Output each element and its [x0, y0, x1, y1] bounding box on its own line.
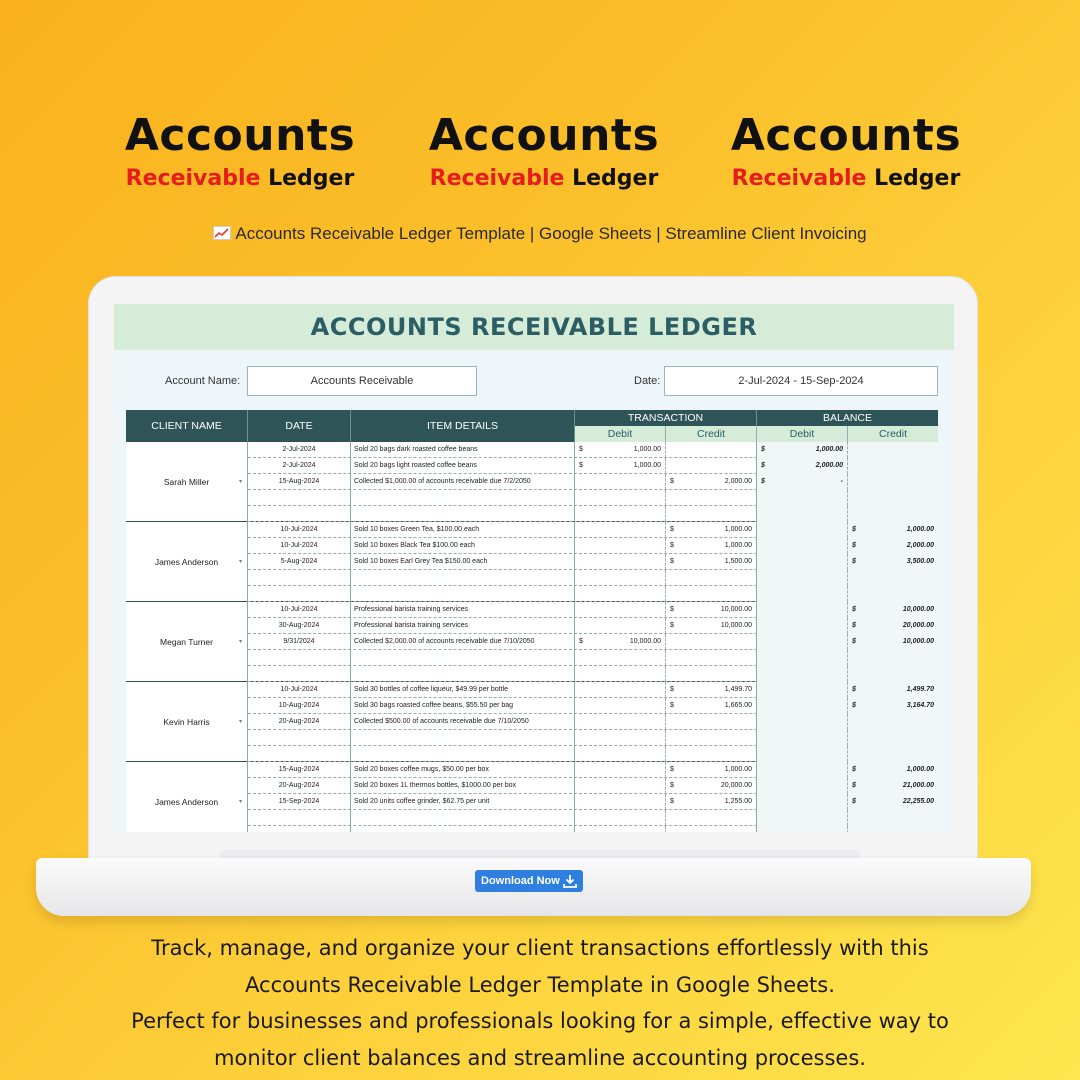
- bal-credit-cell[interactable]: [848, 762, 938, 778]
- hero-black-text: Ledger: [572, 166, 659, 191]
- currency-symbol: $: [670, 526, 674, 533]
- tx-debit-cell[interactable]: [575, 682, 666, 698]
- tx-credit-cell[interactable]: [666, 602, 757, 618]
- amount: 1,000.00: [724, 542, 752, 549]
- tx-credit-cell[interactable]: [666, 650, 757, 666]
- amount: 1,500.00: [724, 558, 752, 565]
- tx-debit-cell[interactable]: [575, 554, 666, 570]
- currency-symbol: $: [670, 798, 674, 805]
- col-date-header: DATE: [248, 410, 351, 442]
- bal-debit-cell[interactable]: [757, 522, 848, 538]
- tx-debit-cell[interactable]: [575, 586, 666, 602]
- currency-symbol: $: [579, 638, 583, 645]
- tx-credit-cell[interactable]: [666, 666, 757, 682]
- date-cell[interactable]: 15-Aug-2024: [248, 474, 351, 490]
- bal-debit-cell[interactable]: [757, 490, 848, 506]
- tx-debit-cell[interactable]: [575, 746, 666, 762]
- table-row: [248, 682, 938, 698]
- bal-credit-cell[interactable]: [848, 522, 938, 538]
- client-group: [126, 522, 938, 602]
- table-row: [248, 730, 938, 746]
- amount: 10,000.00: [902, 638, 934, 645]
- bal-credit-cell[interactable]: [848, 570, 938, 586]
- table-row: [248, 506, 938, 522]
- tx-credit-cell[interactable]: [666, 826, 757, 832]
- bal-debit-cell[interactable]: [757, 746, 848, 762]
- currency-symbol: $: [761, 478, 765, 485]
- dropdown-caret-icon[interactable]: ▾: [238, 719, 242, 725]
- item-details-cell[interactable]: Sold 20 units coffee grinder, $62.75 per unit: [351, 794, 575, 810]
- col-transaction-header: TRANSACTION: [575, 410, 757, 426]
- amount: 10,000.00: [629, 638, 661, 645]
- amount: 20,000.00: [902, 622, 934, 629]
- currency-symbol: $: [852, 686, 856, 693]
- item-details-cell[interactable]: Sold 20 boxes coffee mugs, $50.00 per box: [351, 762, 575, 778]
- table-row: [248, 554, 938, 570]
- amount: 1,000.00: [815, 446, 843, 453]
- col-client-header: CLIENT NAME: [126, 410, 248, 442]
- tx-debit-cell[interactable]: [575, 762, 666, 778]
- date-cell[interactable]: 9/31/2024: [248, 634, 351, 650]
- amount: -: [840, 478, 843, 485]
- tx-debit-cell[interactable]: [575, 602, 666, 618]
- bal-credit-cell[interactable]: [848, 458, 938, 474]
- table-row: [248, 698, 938, 714]
- currency-symbol: $: [670, 782, 674, 789]
- currency-symbol: $: [670, 686, 674, 693]
- table-row: [248, 474, 938, 490]
- client-group: [126, 762, 938, 832]
- client-name: Kevin Harris: [163, 717, 210, 727]
- tx-debit-cell[interactable]: [575, 714, 666, 730]
- tx-debit-cell[interactable]: [575, 538, 666, 554]
- item-details-cell[interactable]: Professional barista training services: [351, 618, 575, 634]
- tx-credit-cell[interactable]: [666, 698, 757, 714]
- date-cell[interactable]: [248, 826, 351, 832]
- tx-credit-cell[interactable]: [666, 442, 757, 458]
- bal-debit-cell[interactable]: [757, 586, 848, 602]
- currency-symbol: $: [852, 798, 856, 805]
- amount: 22,255.00: [902, 798, 934, 805]
- table-row: [248, 650, 938, 666]
- currency-symbol: $: [761, 446, 765, 453]
- amount: 10,000.00: [720, 606, 752, 613]
- tx-credit-cell[interactable]: [666, 714, 757, 730]
- client-name-cell[interactable]: [126, 762, 248, 832]
- hero-main-text: Accounts: [730, 110, 962, 161]
- sheet-title: ACCOUNTS RECEIVABLE LEDGER: [114, 304, 954, 350]
- date-cell[interactable]: 2-Jul-2024: [248, 458, 351, 474]
- tx-debit-cell[interactable]: [575, 778, 666, 794]
- tx-credit-cell[interactable]: [666, 490, 757, 506]
- bal-debit-cell[interactable]: [757, 506, 848, 522]
- amount: 10,000.00: [720, 622, 752, 629]
- ledger-sheet: [114, 304, 954, 832]
- col-tx-credit-header: Credit: [666, 426, 757, 442]
- item-details-cell[interactable]: [351, 826, 575, 832]
- item-details-cell[interactable]: [351, 570, 575, 586]
- date-cell[interactable]: 15-Aug-2024: [248, 762, 351, 778]
- currency-symbol: $: [852, 638, 856, 645]
- hero-titles: [0, 108, 1080, 208]
- tx-credit-cell[interactable]: [666, 538, 757, 554]
- amount: 1,255.00: [724, 798, 752, 805]
- tx-debit-cell[interactable]: [575, 458, 666, 474]
- amount: 1,000.00: [724, 766, 752, 773]
- bal-credit-cell[interactable]: [848, 730, 938, 746]
- table-row: [248, 826, 938, 832]
- currency-symbol: $: [852, 526, 856, 533]
- bal-credit-cell[interactable]: [848, 474, 938, 490]
- currency-symbol: $: [670, 478, 674, 485]
- bal-debit-cell[interactable]: [757, 458, 848, 474]
- hero-main-text: Accounts: [428, 110, 660, 161]
- hero-black-text: Ledger: [874, 166, 961, 191]
- bal-debit-cell[interactable]: [757, 474, 848, 490]
- tx-debit-cell[interactable]: [575, 442, 666, 458]
- table-row: [248, 762, 938, 778]
- tx-credit-cell[interactable]: [666, 778, 757, 794]
- account-row: [114, 366, 954, 396]
- currency-symbol: $: [852, 766, 856, 773]
- tx-debit-cell[interactable]: [575, 490, 666, 506]
- amount: 1,499.70: [906, 686, 934, 693]
- amount: 1,000.00: [633, 462, 661, 469]
- tx-debit-cell[interactable]: [575, 570, 666, 586]
- col-balance-header: BALANCE: [822, 412, 873, 424]
- currency-symbol: $: [670, 542, 674, 549]
- bal-credit-cell[interactable]: [848, 794, 938, 810]
- amount: 1,000.00: [906, 766, 934, 773]
- tx-credit-cell[interactable]: [666, 730, 757, 746]
- table-header: [126, 410, 938, 442]
- tagline: [0, 224, 1080, 244]
- hero-red-text: Receivable: [125, 166, 261, 191]
- tagline-text: Accounts Receivable Ledger Template | Google Sheets | Streamline Client Invoicing: [235, 224, 867, 243]
- bal-debit-cell[interactable]: [757, 538, 848, 554]
- date-cell[interactable]: 10-Aug-2024: [248, 698, 351, 714]
- tx-credit-cell[interactable]: [666, 618, 757, 634]
- tx-debit-cell[interactable]: [575, 730, 666, 746]
- bal-credit-cell[interactable]: [848, 682, 938, 698]
- bal-credit-cell[interactable]: [848, 826, 938, 832]
- chart-increasing-icon: [213, 226, 231, 240]
- client-group: [126, 442, 938, 522]
- bal-credit-cell[interactable]: [848, 618, 938, 634]
- client-group: [126, 682, 938, 762]
- table-row: [248, 810, 938, 826]
- date-cell[interactable]: [248, 650, 351, 666]
- date-label: Date:: [634, 375, 661, 387]
- currency-symbol: $: [852, 782, 856, 789]
- bal-debit-cell[interactable]: [757, 570, 848, 586]
- date-cell[interactable]: 10-Jul-2024: [248, 602, 351, 618]
- table-row: [248, 714, 938, 730]
- bal-credit-cell[interactable]: [848, 778, 938, 794]
- bal-debit-cell[interactable]: [757, 698, 848, 714]
- bal-credit-cell[interactable]: [848, 746, 938, 762]
- tx-debit-cell[interactable]: [575, 794, 666, 810]
- tx-credit-cell[interactable]: [666, 746, 757, 762]
- date-cell[interactable]: [248, 490, 351, 506]
- tx-debit-cell[interactable]: [575, 618, 666, 634]
- currency-symbol: $: [852, 542, 856, 549]
- bal-credit-cell[interactable]: [848, 586, 938, 602]
- item-details-cell[interactable]: [351, 730, 575, 746]
- item-details-cell[interactable]: [351, 810, 575, 826]
- table-row: [248, 442, 938, 458]
- bal-debit-cell[interactable]: [757, 762, 848, 778]
- download-now-button[interactable]: [475, 870, 583, 892]
- client-name: James Anderson: [154, 557, 219, 567]
- tx-debit-cell[interactable]: [575, 650, 666, 666]
- client-name-cell[interactable]: [126, 602, 248, 682]
- account-name-label: Account Name:: [165, 375, 241, 387]
- description-line: Track, manage, and organize your client transactions effortlessly with this: [151, 936, 929, 960]
- date-cell[interactable]: 30-Aug-2024: [248, 618, 351, 634]
- tx-debit-cell[interactable]: [575, 522, 666, 538]
- tx-debit-cell[interactable]: [575, 474, 666, 490]
- date-cell[interactable]: 5-Aug-2024: [248, 554, 351, 570]
- table-row: [248, 618, 938, 634]
- date-cell[interactable]: 15-Sep-2024: [248, 794, 351, 810]
- bal-credit-cell[interactable]: [848, 554, 938, 570]
- currency-symbol: $: [670, 622, 674, 629]
- currency-symbol: $: [852, 558, 856, 565]
- bal-credit-cell[interactable]: [848, 650, 938, 666]
- item-details-cell[interactable]: Sold 30 bottles of coffee liqueur, $49.99 per bottle: [351, 682, 575, 698]
- date-cell[interactable]: [248, 570, 351, 586]
- client-name: Sarah Miller: [163, 477, 210, 487]
- dropdown-caret-icon[interactable]: ▾: [238, 559, 242, 565]
- tx-credit-cell[interactable]: [666, 794, 757, 810]
- tx-credit-cell[interactable]: [666, 506, 757, 522]
- bal-credit-cell[interactable]: [848, 810, 938, 826]
- currency-symbol: $: [670, 558, 674, 565]
- item-details-cell[interactable]: Professional barista training services: [351, 602, 575, 618]
- tx-credit-cell[interactable]: [666, 458, 757, 474]
- table-row: [248, 634, 938, 650]
- date-cell[interactable]: [248, 810, 351, 826]
- tx-debit-cell[interactable]: [575, 698, 666, 714]
- account-name-field[interactable]: Accounts Receivable: [247, 366, 477, 396]
- tx-credit-cell[interactable]: [666, 682, 757, 698]
- hero-black-text: Ledger: [268, 166, 355, 191]
- bal-credit-cell[interactable]: [848, 538, 938, 554]
- currency-symbol: $: [852, 702, 856, 709]
- date-cell[interactable]: 10-Jul-2024: [248, 538, 351, 554]
- client-name-cell[interactable]: [126, 442, 248, 522]
- item-details-cell[interactable]: [351, 490, 575, 506]
- hero-main-text: Accounts: [124, 110, 356, 161]
- client-name: Megan Turner: [160, 637, 213, 647]
- tx-credit-cell[interactable]: [666, 554, 757, 570]
- item-details-cell[interactable]: Sold 30 bags roasted coffee beans, $55.50 per bag: [351, 698, 575, 714]
- amount: 3,164.70: [906, 702, 934, 709]
- table-row: [248, 586, 938, 602]
- date-cell[interactable]: 10-Jul-2024: [248, 682, 351, 698]
- tx-debit-cell[interactable]: [575, 506, 666, 522]
- item-details-cell[interactable]: Collected $1,000.00 of accounts receivable due 7/2/2050: [351, 474, 575, 490]
- bal-credit-cell[interactable]: [848, 602, 938, 618]
- amount: 20,000.00: [720, 782, 752, 789]
- col-tx-debit-header: Debit: [575, 426, 666, 442]
- table-row: [248, 490, 938, 506]
- amount: 1,665.00: [724, 702, 752, 709]
- bal-debit-cell[interactable]: [757, 682, 848, 698]
- table-row: [248, 538, 938, 554]
- bal-debit-cell[interactable]: [757, 794, 848, 810]
- currency-symbol: $: [852, 622, 856, 629]
- item-details-cell[interactable]: Sold 20 bags light roasted coffee beans: [351, 458, 575, 474]
- tx-credit-cell[interactable]: [666, 570, 757, 586]
- item-details-cell[interactable]: [351, 746, 575, 762]
- amount: 2,000.00: [906, 542, 934, 549]
- amount: 1,499.70: [724, 686, 752, 693]
- table-row: [248, 458, 938, 474]
- amount: 3,500.00: [906, 558, 934, 565]
- bal-debit-cell[interactable]: [757, 810, 848, 826]
- item-details-cell[interactable]: [351, 506, 575, 522]
- table-row: [248, 794, 938, 810]
- bal-debit-cell[interactable]: [757, 634, 848, 650]
- download-label: Download Now: [481, 875, 560, 887]
- download-icon: [562, 873, 578, 897]
- date-cell[interactable]: [248, 730, 351, 746]
- tx-debit-cell[interactable]: [575, 666, 666, 682]
- table-row: [248, 778, 938, 794]
- bal-debit-cell[interactable]: [757, 714, 848, 730]
- date-cell[interactable]: 2-Jul-2024: [248, 442, 351, 458]
- amount: 21,000.00: [902, 782, 934, 789]
- bal-credit-cell[interactable]: [848, 698, 938, 714]
- description-line: Accounts Receivable Ledger Template in Google Sheets.: [245, 972, 835, 997]
- tx-credit-cell[interactable]: [666, 586, 757, 602]
- description: [0, 930, 1080, 1076]
- currency-symbol: $: [670, 766, 674, 773]
- date-cell[interactable]: [248, 506, 351, 522]
- bal-debit-cell[interactable]: [757, 602, 848, 618]
- col-item-header: ITEM DETAILS: [351, 410, 575, 442]
- client-group: [126, 602, 938, 682]
- bal-credit-cell[interactable]: [848, 634, 938, 650]
- tx-credit-cell[interactable]: [666, 762, 757, 778]
- description-line: monitor client balances and streamline accounting processes.: [214, 1045, 866, 1070]
- bal-credit-cell[interactable]: [848, 666, 938, 682]
- bal-debit-cell[interactable]: [757, 730, 848, 746]
- amount: 2,000.00: [724, 478, 752, 485]
- client-name: James Anderson: [154, 797, 219, 807]
- bal-debit-cell[interactable]: [757, 554, 848, 570]
- hero-title-2: [414, 108, 674, 194]
- table-row: [248, 666, 938, 682]
- item-details-cell[interactable]: [351, 666, 575, 682]
- ledger-table: [126, 410, 938, 832]
- currency-symbol: $: [852, 606, 856, 613]
- item-details-cell[interactable]: Sold 20 boxes 1L thermos bottles, $1000.00 per box: [351, 778, 575, 794]
- bal-credit-cell[interactable]: [848, 490, 938, 506]
- currency-symbol: $: [579, 462, 583, 469]
- date-cell[interactable]: [248, 746, 351, 762]
- bal-debit-cell[interactable]: [757, 618, 848, 634]
- dropdown-caret-icon[interactable]: ▾: [238, 799, 242, 805]
- bal-debit-cell[interactable]: [757, 442, 848, 458]
- date-cell[interactable]: [248, 666, 351, 682]
- description-line: Perfect for businesses and professionals looking for a simple, effective way to: [131, 1009, 949, 1033]
- item-details-cell[interactable]: [351, 650, 575, 666]
- item-details-cell[interactable]: [351, 586, 575, 602]
- table-row: [248, 522, 938, 538]
- table-row: [248, 570, 938, 586]
- bal-credit-cell[interactable]: [848, 442, 938, 458]
- tx-credit-cell[interactable]: [666, 522, 757, 538]
- bal-credit-cell[interactable]: [848, 506, 938, 522]
- tx-debit-cell[interactable]: [575, 826, 666, 832]
- bal-credit-cell[interactable]: [848, 714, 938, 730]
- currency-symbol: $: [761, 462, 765, 469]
- tx-credit-cell[interactable]: [666, 634, 757, 650]
- tx-debit-cell[interactable]: [575, 634, 666, 650]
- item-details-cell[interactable]: Collected $2,000.00 of accounts receivable due 7/10/2050: [351, 634, 575, 650]
- bal-debit-cell[interactable]: [757, 666, 848, 682]
- table-row: [248, 602, 938, 618]
- table-row: [248, 746, 938, 762]
- dropdown-caret-icon[interactable]: ▾: [238, 479, 242, 485]
- amount: 1,000.00: [633, 446, 661, 453]
- bal-debit-cell[interactable]: [757, 778, 848, 794]
- item-details-cell[interactable]: Collected $500.00 of accounts receivable due 7/10/2050: [351, 714, 575, 730]
- client-name-cell[interactable]: [126, 522, 248, 602]
- tx-debit-cell[interactable]: [575, 810, 666, 826]
- amount: 2,000.00: [815, 462, 843, 469]
- date-cell[interactable]: 20-Aug-2024: [248, 714, 351, 730]
- hero-title-3: [716, 108, 976, 194]
- currency-symbol: $: [579, 446, 583, 453]
- hero-red-text: Receivable: [731, 166, 867, 191]
- col-bal-debit-header: Debit: [757, 426, 848, 442]
- dropdown-caret-icon[interactable]: ▾: [238, 639, 242, 645]
- hero-red-text: Receivable: [429, 166, 565, 191]
- currency-symbol: $: [670, 702, 674, 709]
- amount: 1,000.00: [724, 526, 752, 533]
- amount: 10,000.00: [902, 606, 934, 613]
- date-range-field[interactable]: 2-Jul-2024 - 15-Sep-2024: [664, 366, 938, 396]
- col-bal-credit-header: Credit: [848, 426, 938, 442]
- amount: 1,000.00: [906, 526, 934, 533]
- date-cell[interactable]: 20-Aug-2024: [248, 778, 351, 794]
- item-details-cell[interactable]: Sold 20 bags dark roasted coffee beans: [351, 442, 575, 458]
- date-cell[interactable]: [248, 586, 351, 602]
- tx-credit-cell[interactable]: [666, 474, 757, 490]
- bal-debit-cell[interactable]: [757, 826, 848, 832]
- date-cell[interactable]: 10-Jul-2024: [248, 522, 351, 538]
- item-details-cell[interactable]: Sold 10 boxes Earl Grey Tea $150.00 each: [351, 554, 575, 570]
- hero-title-1: [110, 108, 370, 194]
- ledger-body: [126, 442, 938, 832]
- client-name-cell[interactable]: [126, 682, 248, 762]
- item-details-cell[interactable]: Sold 10 boxes Black Tea $100.00 each: [351, 538, 575, 554]
- tx-credit-cell[interactable]: [666, 810, 757, 826]
- currency-symbol: $: [670, 606, 674, 613]
- item-details-cell[interactable]: Sold 10 boxes Green Tea, $100.00 each: [351, 522, 575, 538]
- bal-debit-cell[interactable]: [757, 650, 848, 666]
